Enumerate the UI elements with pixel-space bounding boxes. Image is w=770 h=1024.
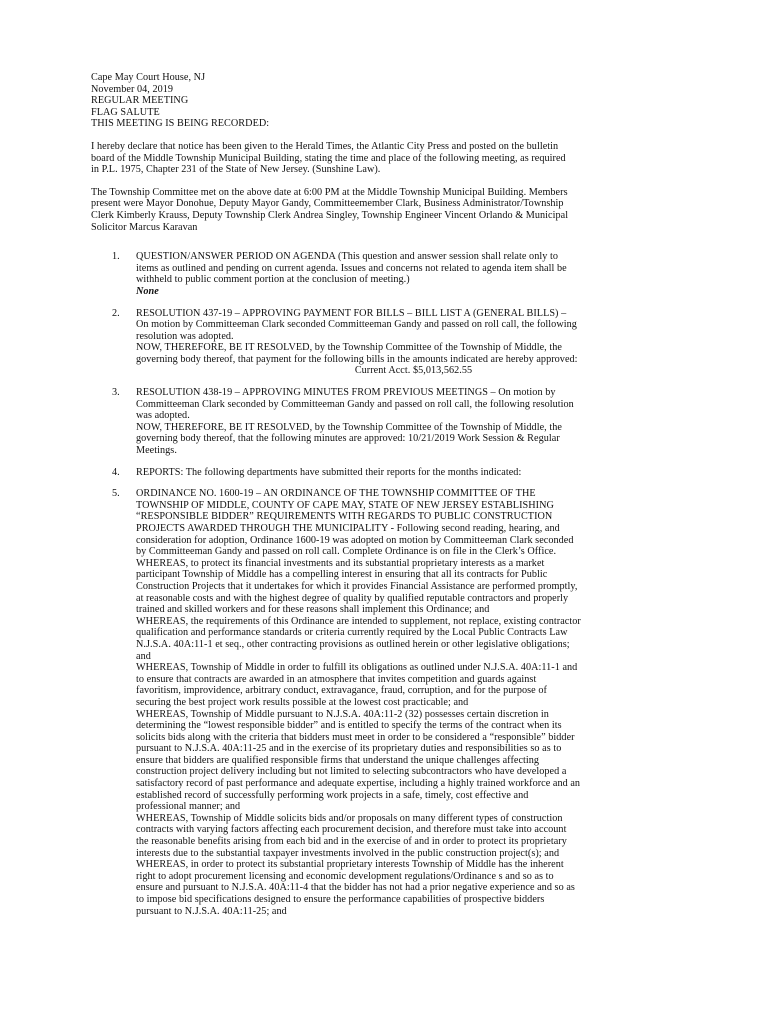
text-line: pursuant to N.J.S.A. 40A:11-25 and in the exercise of its proprietary duties and responsibilities so as to: [136, 743, 562, 755]
agenda-list: [91, 251, 691, 917]
text-line: in P.L. 1975, Chapter 231 of the State of New Jersey. (Sunshine Law).: [91, 164, 381, 176]
text-line: to impose bid specifications designed to ensure the performance capabilities of prospective bidders: [136, 894, 545, 905]
text-line: the reasonable benefits arising from each bid and in the exercise of and in order to protect its proprietary: [136, 836, 567, 848]
text-line: securing the best project work results possible at the lowest cost practicable; and: [136, 696, 469, 708]
header-recording-notice: THIS MEETING IS BEING RECORDED:: [91, 118, 270, 130]
text-line: Construction Projects that it undertakes for which it provides Financial Assistance are performed promptly,: [136, 580, 578, 592]
agenda-item-4: [91, 467, 691, 479]
text-line: to ensure that contracts are awarded in an atmosphere that invites competition and guards against: [136, 673, 537, 685]
text-line: TOWNSHIP OF MIDDLE, COUNTY OF CAPE MAY, STATE OF NEW JERSEY ESTABLISHING: [136, 499, 554, 511]
text-line: items as outlined and pending on current agenda. Issues and concerns not related to agenda item shall be: [136, 262, 567, 274]
text-line: interests due to the substantial taxpayer investments involved in the public construction project(s); and: [136, 847, 560, 859]
header-meeting-type: REGULAR MEETING: [91, 95, 189, 107]
item-result: None: [136, 285, 159, 297]
text-line: REPORTS: The following departments have submitted their reports for the months indicated:: [136, 466, 522, 478]
text-line: established record of successfully performing work projects in a safe, timely, cost effective and: [136, 789, 529, 801]
text-line: and: [136, 650, 151, 662]
text-line: consideration for adoption, Ordinance 1600-19 was adopted on motion by Committeeman Clark seconded: [136, 534, 574, 546]
text-line: QUESTION/ANSWER PERIOD ON AGENDA (This question and answer session shall relate only to: [136, 251, 558, 263]
text-line: pursuant to N.J.S.A. 40A:11-25; and: [136, 905, 287, 917]
text-line: WHEREAS, Township of Middle solicits bids and/or proposals on many different types of construction: [136, 812, 563, 824]
text-line: favoritism, improvidence, arbitrary conduct, extravagance, fraud, corruption, and for the purpose of: [136, 685, 547, 697]
text-line: present were Mayor Donohue, Deputy Mayor Gandy, Committeemember Clark, Business Administrator/Township: [91, 198, 564, 210]
attendance-paragraph: [91, 187, 691, 233]
text-line: Clerk Kimberly Krauss, Deputy Township Clerk Andrea Singley, Township Engineer Vincent Orlando & Municipal: [91, 209, 569, 221]
header-date: November 04, 2019: [91, 83, 174, 95]
agenda-item-2: [91, 308, 691, 378]
text-line: was adopted.: [136, 410, 190, 422]
text-line: governing body thereof, that payment for the following bills in the amounts indicated are hereby approved:: [136, 353, 578, 365]
text-line: NOW, THEREFORE, BE IT RESOLVED, by the Township Committee of the Township of Middle, the: [136, 421, 562, 433]
text-line: WHEREAS, to protect its financial investments and its substantial proprietary interests as a market: [136, 557, 545, 569]
text-line: NOW, THEREFORE, BE IT RESOLVED, by the Township Committee of the Township of Middle, the: [136, 342, 562, 354]
sunshine-notice-paragraph: [91, 141, 691, 176]
text-line: WHEREAS, Township of Middle pursuant to N.J.S.A. 40A:11-2 (32) possesses certain discretion in: [136, 708, 549, 720]
text-line: governing body thereof, that the following minutes are approved: 10/21/2019 Work Session & Regular: [136, 433, 560, 445]
text-line: ensure and pursuant to N.J.S.A. 40A:11-4 that the bidder has not had a prior negative experience and so as: [136, 882, 575, 894]
text-line: RESOLUTION 438-19 – APPROVING MINUTES FROM PREVIOUS MEETINGS – On motion by: [136, 387, 556, 399]
text-line: WHEREAS, Township of Middle in order to fulfill its obligations as outlined under N.J.S.A. 40A:11-1 and: [136, 662, 578, 674]
text-line: qualification and performance standards or criteria currently required by the Local Public Contracts Law: [136, 627, 568, 639]
header-flag-salute: FLAG SALUTE: [91, 106, 160, 118]
ordinance-text: [136, 488, 691, 917]
text-line: construction project delivery including but not limited to selecting subcontractors who have developed a: [136, 766, 567, 778]
text-line: Meetings.: [136, 445, 177, 457]
text-line: WHEREAS, the requirements of this Ordinance are intended to supplement, not replace, existing contractor: [136, 615, 581, 627]
text-line: trained and skilled workers and for these reasons shall implement this Ordinance; and: [136, 604, 490, 616]
text-line: On motion by Committeeman Clark seconded Committeeman Gandy and passed on roll call, the following: [136, 319, 577, 331]
document-page: [91, 72, 691, 927]
agenda-item-5: [91, 488, 691, 917]
item-number: 1.: [112, 251, 120, 263]
item-number: 3.: [112, 387, 120, 399]
text-line: determining the “lowest responsible bidder” and is entitled to specify the terms of the contract when its: [136, 720, 562, 732]
item-number: 5.: [112, 488, 120, 500]
text-line: at reasonable costs and with the highest degree of quality by qualified reputable contractors and properly: [136, 592, 569, 604]
text-line: satisfactory record of past performance and adequate expertise, including a highly trained workforce and an: [136, 778, 581, 790]
item-number: 2.: [112, 307, 120, 319]
header-location: Cape May Court House, NJ: [91, 72, 206, 83]
text-line: board of the Middle Township Municipal Building, stating the time and place of the following meeting, as required: [91, 152, 566, 164]
text-line: RESOLUTION 437-19 – APPROVING PAYMENT FOR BILLS – BILL LIST A (GENERAL BILLS) –: [136, 307, 567, 319]
text-line: N.J.S.A. 40A:11-1 et seq., other contracting provisions as outlined herein or other legislative obligations;: [136, 638, 570, 650]
text-line: participant Township of Middle has a compelling interest in ensuring that all its contracts for Public: [136, 569, 548, 581]
text-line: contracts with varying factors affecting each procurement decision, and therefore must take into account: [136, 824, 567, 836]
text-line: The Township Committee met on the above date at 6:00 PM at the Middle Township Municipal Building. Members: [91, 186, 568, 198]
text-line: right to adopt procurement licensing and economic development regulations/Ordinance s and so as to: [136, 870, 554, 882]
text-line: Committeeman Clark seconded by Committeeman Gandy and passed on roll call, the following resolution: [136, 398, 574, 410]
text-line: I hereby declare that notice has been given to the Herald Times, the Atlantic City Press and posted on the bulletin: [91, 140, 559, 152]
text-line: Solicitor Marcus Karavan: [91, 221, 198, 233]
text-line: PROJECTS AWARDED THROUGH THE MUNICIPALITY - Following second reading, hearing, and: [136, 523, 560, 534]
text-line: solicits bids along with the criteria that bidders must meet in order to be considered a “responsible” bidder: [136, 731, 575, 743]
text-line: ORDINANCE NO. 1600-19 – AN ORDINANCE OF THE TOWNSHIP COMMITTEE OF THE: [136, 488, 536, 500]
meeting-header: [91, 72, 691, 130]
agenda-item-3: [91, 387, 691, 457]
text-line: ensure that bidders are qualified responsible firms that understand the unique challenges affecting: [136, 754, 540, 766]
text-line: by Committeeman Gandy and passed on roll call. Complete Ordinance is on file in the Clerk’s Office.: [136, 546, 557, 558]
text-line: withheld to public comment portion at the conclusion of meeting.): [136, 274, 410, 286]
bill-amount: Current Acct. $5,013,562.55: [354, 365, 473, 377]
agenda-item-1: [91, 251, 691, 297]
text-line: WHEREAS, in order to protect its substantial proprietary interests Township of Middle has the inherent: [136, 859, 564, 871]
text-line: “RESPONSIBLE BIDDER” REQUIREMENTS WITH REGARDS TO PUBLIC CONSTRUCTION: [136, 511, 553, 523]
text-line: professional manner; and: [136, 801, 241, 813]
text-line: resolution was adopted.: [136, 330, 234, 342]
item-number: 4.: [112, 466, 120, 478]
